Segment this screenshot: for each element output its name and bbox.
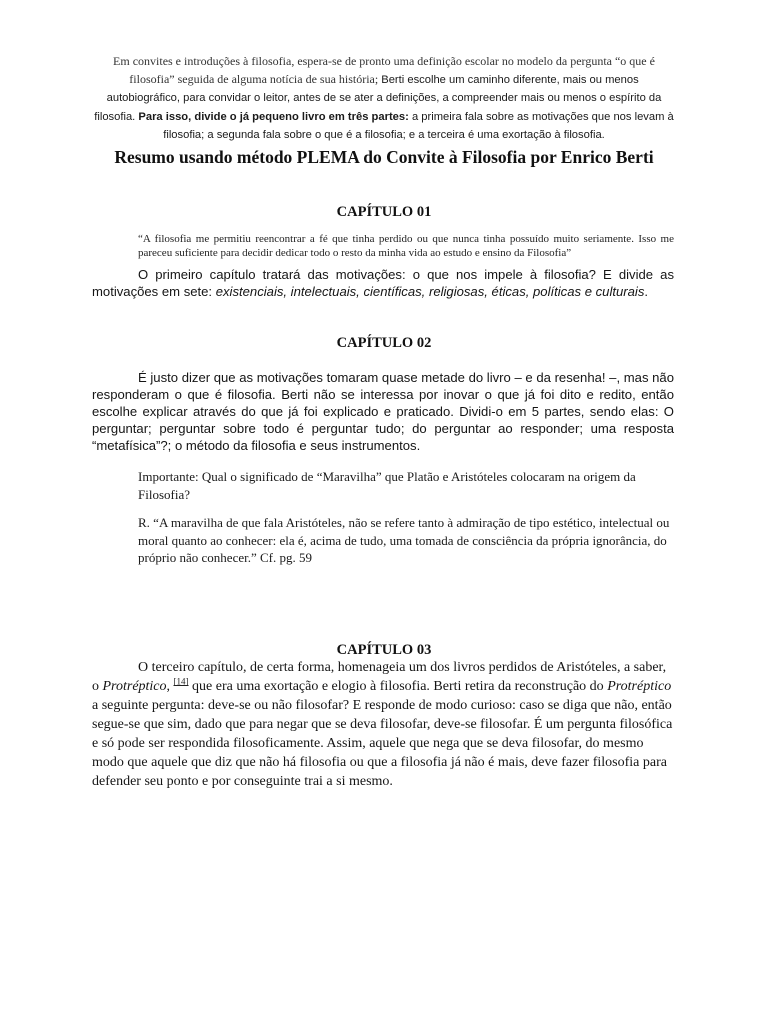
document-title: Resumo usando método PLEMA do Convite à Filosofia por Enrico Berti bbox=[114, 147, 654, 167]
chapter-2-heading: CAPÍTULO 02 bbox=[336, 335, 432, 351]
chapter-2-answer: R. “A maravilha de que fala Aristóteles, não se refere tanto à admiração de tipo estético, intelectual ou moral quanto ao conhecer: ela é, acima de tudo, uma tomada de consciência da própria ignorância, do próprio não conhecer.” Cf. pg. 59 bbox=[138, 515, 670, 565]
chapter-1-paragraph bbox=[92, 266, 674, 300]
intro-text-part2: Berti escolhe um caminho diferente, mais ou menos autobiográfico, para convidar o leitor, antes de se ater a definições, a compreender mais ou menos o espírito da filosofia. bbox=[94, 73, 662, 123]
chapter-2-question: Importante: Qual o significado de “Maravilha” que Platão e Aristóteles colocaram na origem da Filosofia? bbox=[138, 469, 636, 502]
footnote-link[interactable]: [14] bbox=[173, 676, 189, 687]
chapter-1-motivations: existenciais, intelectuais, científicas, religiosas, éticas, políticas e culturais bbox=[215, 284, 645, 299]
chapter-1-quote: “A filosofia me permitiu reencontrar a fé que tinha perdido ou que nunca tinha possuído muito seriamente. Isso me pareceu suficiente para decidir dedicar todo o resto da minha vida ao estudo e ensino da Filosofia” bbox=[138, 233, 674, 259]
intro-paragraph bbox=[92, 53, 676, 145]
chapter-1-period: . bbox=[644, 284, 649, 299]
chapter-3-text-4: a seguinte pergunta: deve-se ou não filosofar? E responde de modo curioso: caso se diga que não, então segue-se que sim, dado que para negar que se deva filosofar, deve-se filosofar. É um pergunta filosófica e só pode ser respondida filosoficamente. Assim, aquele que nega que se deva filosofar, do mesmo modo que aquele que diz que não há filosofia ou que a filosofia já não é mais, deve fazer filosofia para defender seu ponto e por conseguinte trai a si mesmo. bbox=[92, 698, 673, 789]
chapter-1-text: O primeiro capítulo tratará das motivações: o que nos impele à filosofia? E divide as motivações em sete: bbox=[92, 267, 674, 299]
chapter-1-heading: CAPÍTULO 01 bbox=[336, 204, 432, 220]
chapter-2-paragraph: É justo dizer que as motivações tomaram quase metade do livro – e da resenha! –, mas não responderam o que é filosofia. Berti não se interessa por inovar o que já foi dito e redito, então escolhe explicar através do que já foi explicado e praticado. Dividi-o em 5 partes, sendo elas: O perguntar; perguntar sobre todo é perguntar tudo; do perguntar ao responder; uma resposta “metafísica”?; o método da filosofia e seus instrumentos. bbox=[92, 370, 674, 453]
intro-text-part4: a primeira fala sobre as motivações que nos levam à filosofia; a segunda fala sobre o que é a filosofia; e a terceira é uma exortação à filosofia. bbox=[163, 110, 674, 141]
chapter-3-text-3: que era uma exortação e elogio à filosofia. Berti retira da reconstrução do bbox=[188, 679, 608, 694]
chapter-3-book-title-1: Protréptico bbox=[102, 679, 167, 694]
chapter-3-heading: CAPÍTULO 03 bbox=[336, 642, 432, 658]
chapter-3-paragraph bbox=[92, 658, 676, 791]
chapter-3-book-title-2: Protréptico bbox=[607, 679, 672, 694]
chapter-3-text-1: O terceiro capítulo, de certa forma, homenageia um dos livros perdidos de Aristóteles, a saber, o bbox=[92, 660, 667, 694]
intro-text-part1: Em convites e introduções à filosofia, espera-se de pronto uma definição escolar no modelo da pergunta “o que é filosofia” seguida de alguma notícia de sua história; bbox=[113, 54, 655, 86]
intro-text-bold: Para isso, divide o já pequeno livro em três partes: bbox=[138, 110, 409, 123]
chapter-3-text-2: , bbox=[166, 679, 174, 694]
